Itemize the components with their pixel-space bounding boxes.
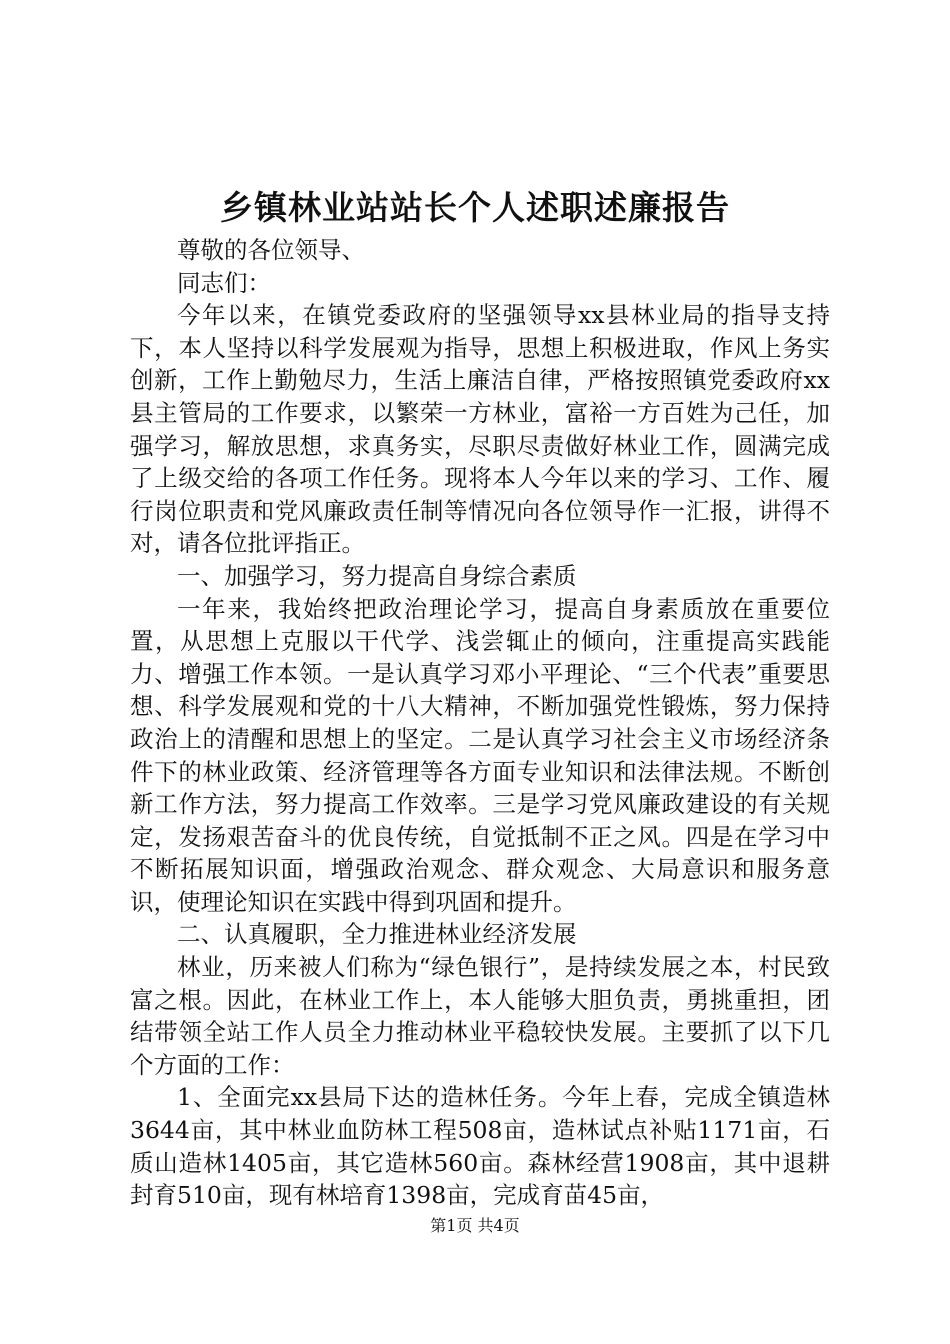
body-paragraph: 一年来，我始终把政治理论学习，提高自身素质放在重要位置，从思想上克服以干代学、浅尝辄止的倾向，注重提高实践能力、增强工作本领。一是认真学习邓小平理论、“三个代表”重要思想、科学发展观和党的十八大精神，不断加强党性锻炼，努力保持政治上的清醒和思想上的坚定。二是认真学习社会主义市场经济条件下的林业政策、经济管理等各方面专业知识和法律法规。不断创新工作方法，努力提高工作效率。三是学习党风廉政建设的有关规定，发扬艰苦奋斗的优良传统，自觉抵制不正之风。四是在学习中不断拓展知识面，增强政治观念、群众观念、大局意识和服务意识，使理论知识在实践中得到巩固和提升。 — [130, 594, 830, 916]
section-heading: 一、加强学习，努力提高自身综合素质 — [177, 561, 577, 590]
body-paragraph: 林业，历来被人们称为“绿色银行”，是持续发展之本，村民致富之根。因此，在林业工作上，本人能够大胆负责，勇挑重担，团结带领全站工作人员全力推动林业平稳较快发展。主要抓了以下几个方面的工作： — [130, 953, 830, 1079]
document-body — [130, 234, 830, 1212]
page-footer: 第1页 共4页 — [430, 1216, 520, 1235]
section-heading: 二、认真履职，全力推进林业经济发展 — [177, 920, 577, 949]
body-paragraph: 今年以来，在镇党委政府的坚强领导xx县林业局的指导支持下，本人坚持以科学发展观为指导，思想上积极进取，作风上务实创新，工作上勤勉尽力，生活上廉洁自律，严格按照镇党委政府xx县主管局的工作要求，以繁荣一方林业，富裕一方百姓为己任，加强学习，解放思想，求真务实，尽职尽责做好林业工作，圆满完成了上级交给的各项工作任务。现将本人今年以来的学习、工作、履行岗位职责和党风廉政责任制等情况向各位领导作一汇报，讲得不对，请各位批评指正。 — [130, 301, 830, 558]
document-title: 乡镇林业站站长个人述职述廉报告 — [220, 188, 730, 227]
body-paragraph: 1、全面完xx县局下达的造林任务。今年上春，完成全镇造林3644亩，其中林业血防林工程508亩，造林试点补贴1171亩，石质山造林1405亩，其它造林560亩。森林经营1908亩，其中退耕封育510亩，现有林培育1398亩，完成育苗45亩， — [130, 1083, 830, 1210]
salutation-line: 尊敬的各位领导、 — [177, 236, 365, 264]
salutation-line: 同志们： — [177, 268, 271, 297]
